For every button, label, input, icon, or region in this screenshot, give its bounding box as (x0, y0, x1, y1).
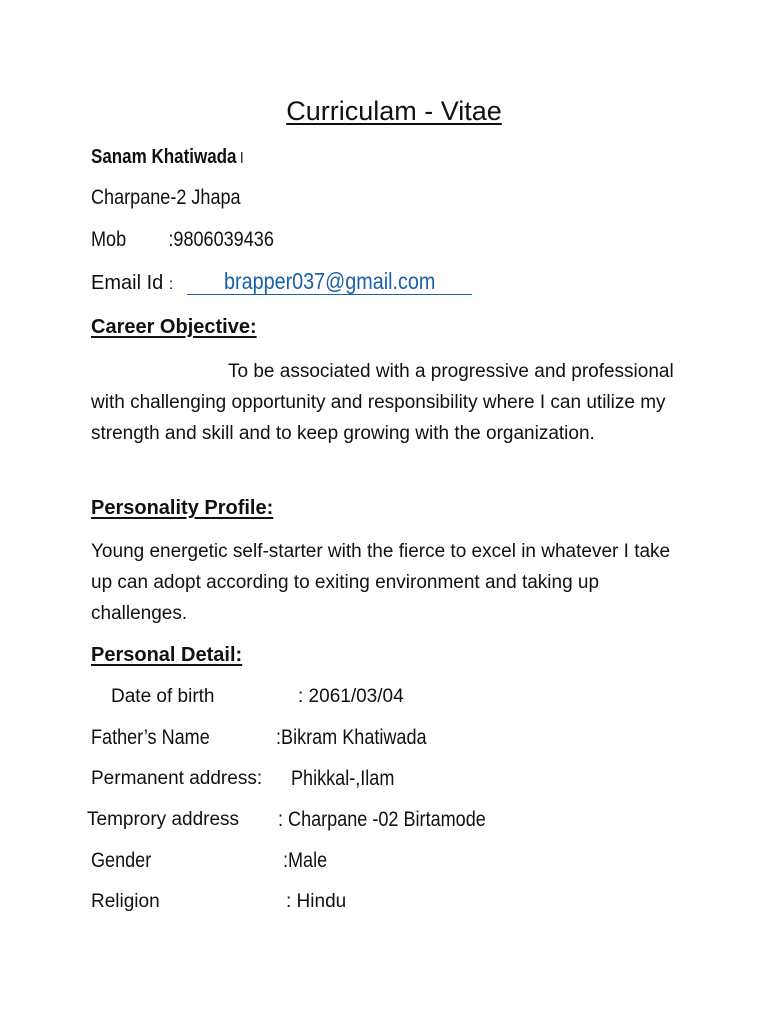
detail-row-permanent-address (0, 768, 768, 796)
applicant-name (91, 146, 244, 169)
detail-label: Date of birth (111, 686, 215, 707)
detail-row-father (0, 726, 768, 754)
detail-label: Temprory address (87, 809, 240, 830)
detail-label: Religion (91, 891, 160, 912)
detail-value: : Charpane -02 Birtamode (278, 808, 486, 831)
detail-label: Permanent address: (91, 768, 263, 789)
mobile-line (91, 228, 349, 252)
detail-value: :Bikram Khatiwada (276, 726, 427, 749)
mobile-label: Mob (91, 228, 127, 251)
email-label-line (91, 272, 173, 295)
email-underline (187, 294, 472, 295)
email-label: Email Id (91, 272, 164, 294)
mobile-value: :9806039436 (168, 228, 274, 251)
personality-profile-text: Young energetic self-starter with the fierce to excel in whatever I take up can adopt according to exiting environment and taking up challenges. (91, 541, 671, 624)
document-title: Curriculam - Vitae (286, 96, 502, 126)
detail-label: Gender (91, 849, 152, 872)
applicant-name-text: Sanam Khatiwada (91, 146, 237, 168)
detail-value: : 2061/03/04 (298, 686, 404, 707)
detail-row-religion (0, 891, 768, 917)
detail-label: Father’s Name (91, 726, 210, 749)
detail-row-gender (0, 849, 768, 877)
detail-value: Phikkal-,Ilam (291, 767, 395, 790)
career-objective-heading: Career Objective: (91, 316, 257, 338)
detail-value: :Male (283, 849, 328, 872)
career-objective-body: To be associated with a progressive and professional with challenging opportunity and responsibility where I can utilize my strength and skill and to keep growing with the organization. (91, 361, 674, 444)
email-link[interactable]: brapper037@gmail.com (224, 268, 436, 294)
detail-row-temporary-address (0, 809, 768, 837)
name-mark: I (239, 150, 244, 167)
detail-row-dob (0, 686, 768, 712)
address-line: Charpane-2 Jhapa (91, 186, 241, 209)
personal-detail-heading: Personal Detail: (91, 644, 243, 666)
career-objective-text (91, 356, 691, 449)
personality-profile-heading: Personality Profile: (91, 497, 274, 519)
detail-value: : Hindu (286, 891, 347, 912)
email-colon: : (168, 276, 174, 293)
